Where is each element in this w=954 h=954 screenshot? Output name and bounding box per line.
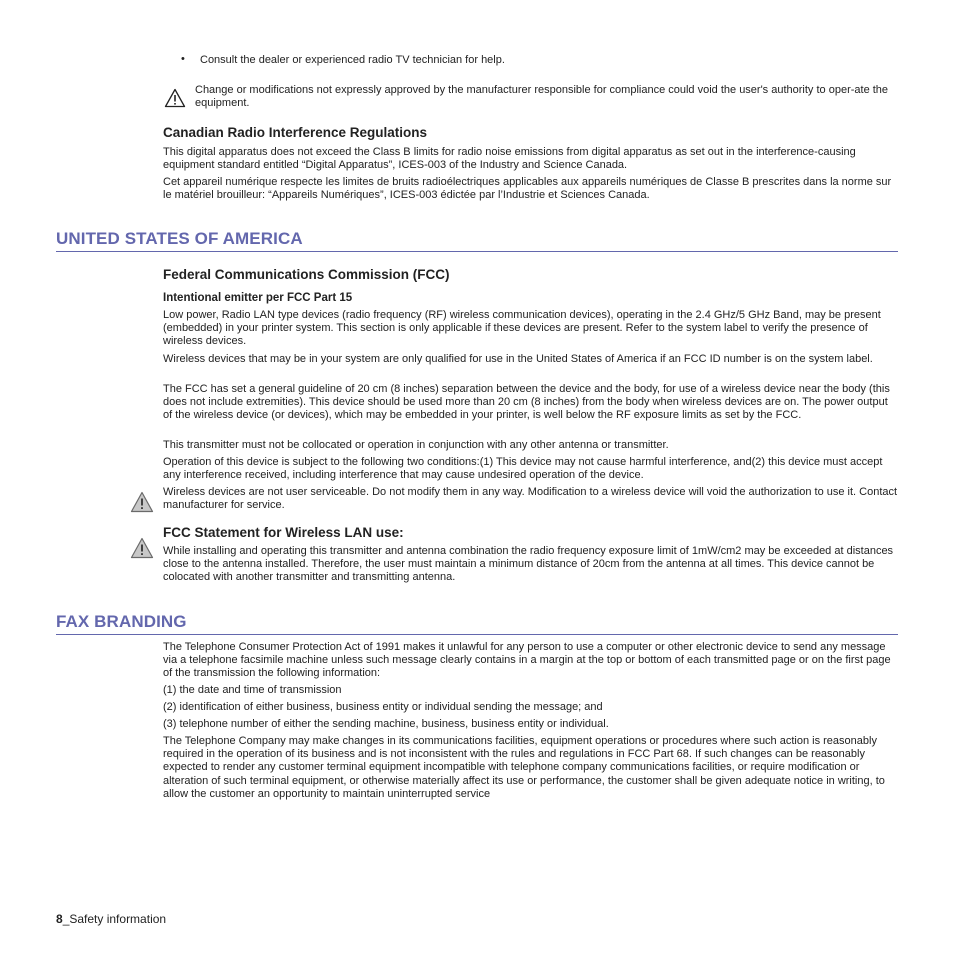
warning-text-2: While installing and operating this transmitter and antenna combination the radio frequency exposure limit of 1mW/cm2 may be exceeded at distances close to the antenna installed. Therefore, the user must maintain a minimum distance of 20cm from the antenna at all times. This device cannot be colocated with another transmitter and transmitting antenna. xyxy=(163,545,894,584)
warning-text-1: Wireless devices are not user serviceable. Do not modify them in any way. Modification to a wireless device will void the authorization to use it. Contact manufacturer for service. xyxy=(163,486,898,512)
wlan-heading: FCC Statement for Wireless LAN use: xyxy=(163,525,404,540)
fax-item-1: (1) the date and time of transmission xyxy=(163,684,342,696)
emitter-heading: Intentional emitter per FCC Part 15 xyxy=(163,292,353,304)
section-title-usa: UNITED STATES OF AMERICA xyxy=(56,229,303,248)
caution-text: Change or modifications not expressly approved by the manufacturer responsible for compliance could void the user's authority to oper-ate the equipment. xyxy=(195,84,889,110)
section-divider-fax xyxy=(56,634,898,635)
section-divider-usa xyxy=(56,251,898,252)
usa-para-2: Wireless devices that may be in your system are only qualified for use in the United States of America if an FCC ID number is on the system label. xyxy=(163,353,873,365)
fax-item-3: (3) telephone number of either the sending machine, business, business entity or individual. xyxy=(163,718,609,730)
canadian-para-2: Cet appareil numérique respecte les limites de bruits radioélectriques applicables aux appareils numériques de Classe B prescrites dans la norme sur le matériel brouilleur: “Appareils Numériques”, ICES-003 édictée par l’Industrie et Sciences Canada. xyxy=(163,176,892,202)
section-title-fax: FAX BRANDING xyxy=(56,612,187,631)
fcc-heading: Federal Communications Commission (FCC) xyxy=(163,267,450,282)
warning-icon xyxy=(130,491,154,513)
usa-para-5: Operation of this device is subject to the following two conditions:(1) This device may not cause harmful interference, and(2) this device must accept any interference received, including interference that may cause undesired operation of the device. xyxy=(163,456,883,482)
fax-item-2: (2) identification of either business, business entity or individual sending the message; and xyxy=(163,701,603,713)
bullet-dot: • xyxy=(181,53,185,65)
warning-icon xyxy=(130,537,154,559)
usa-para-3: The FCC has set a general guideline of 20 cm (8 inches) separation between the device and the body, for use of a wireless device near the body (this does not include extremities). This device should be used more than 20 cm (8 inches) from the body when wireless devices are on. The power output of the wireless device (or devices), which may be embedded in your printer, is well below the RF exposure limits as set by the FCC. xyxy=(163,383,890,422)
page-number: 8 xyxy=(56,912,63,926)
bullet-item: Consult the dealer or experienced radio TV technician for help. xyxy=(200,54,505,66)
footer-section: _Safety information xyxy=(62,912,167,926)
canadian-para-1: This digital apparatus does not exceed the Class B limits for radio noise emissions from digital apparatus as set out in the interference-causing equipment standard entitled “Digital Apparatus”, ICES-003 of the Industry and Science Canada. xyxy=(163,146,856,172)
page-footer xyxy=(56,912,166,926)
canadian-heading: Canadian Radio Interference Regulations xyxy=(163,125,428,140)
fax-para-1: The Telephone Consumer Protection Act of 1991 makes it unlawful for any person to use a computer or other electronic device to send any message via a telephone facsimile machine unless such message clearly contains in a margin at the top or bottom of each transmitted page or on the first page of the transmission the following information: xyxy=(163,641,891,680)
usa-para-1: Low power, Radio LAN type devices (radio frequency (RF) wireless communication devices), operating in the 2.4 GHz/5 GHz Band, may be present (embedded) in your printer system. This section is only applicable if these devices are present. Refer to the system label to verify the presence of wireless devices. xyxy=(163,309,881,348)
caution-icon xyxy=(164,88,186,108)
usa-para-4: This transmitter must not be collocated or operation in conjunction with any other antenna or transmitter. xyxy=(163,439,669,451)
fax-para-2: The Telephone Company may make changes in its communications facilities, equipment operations or procedures where such action is reasonably required in the operation of its business and is not inconsistent with the rules and regulations in FCC Part 68. If such changes can be reasonably expected to render any customer terminal equipment incompatible with telephone company communications facilities, or require modification or alteration of such terminal equipment, or otherwise materially affect its use or performance, the customer shall be given adequate notice in writing, to allow the customer an opportunity to maintain uninterrupted service xyxy=(163,735,885,800)
